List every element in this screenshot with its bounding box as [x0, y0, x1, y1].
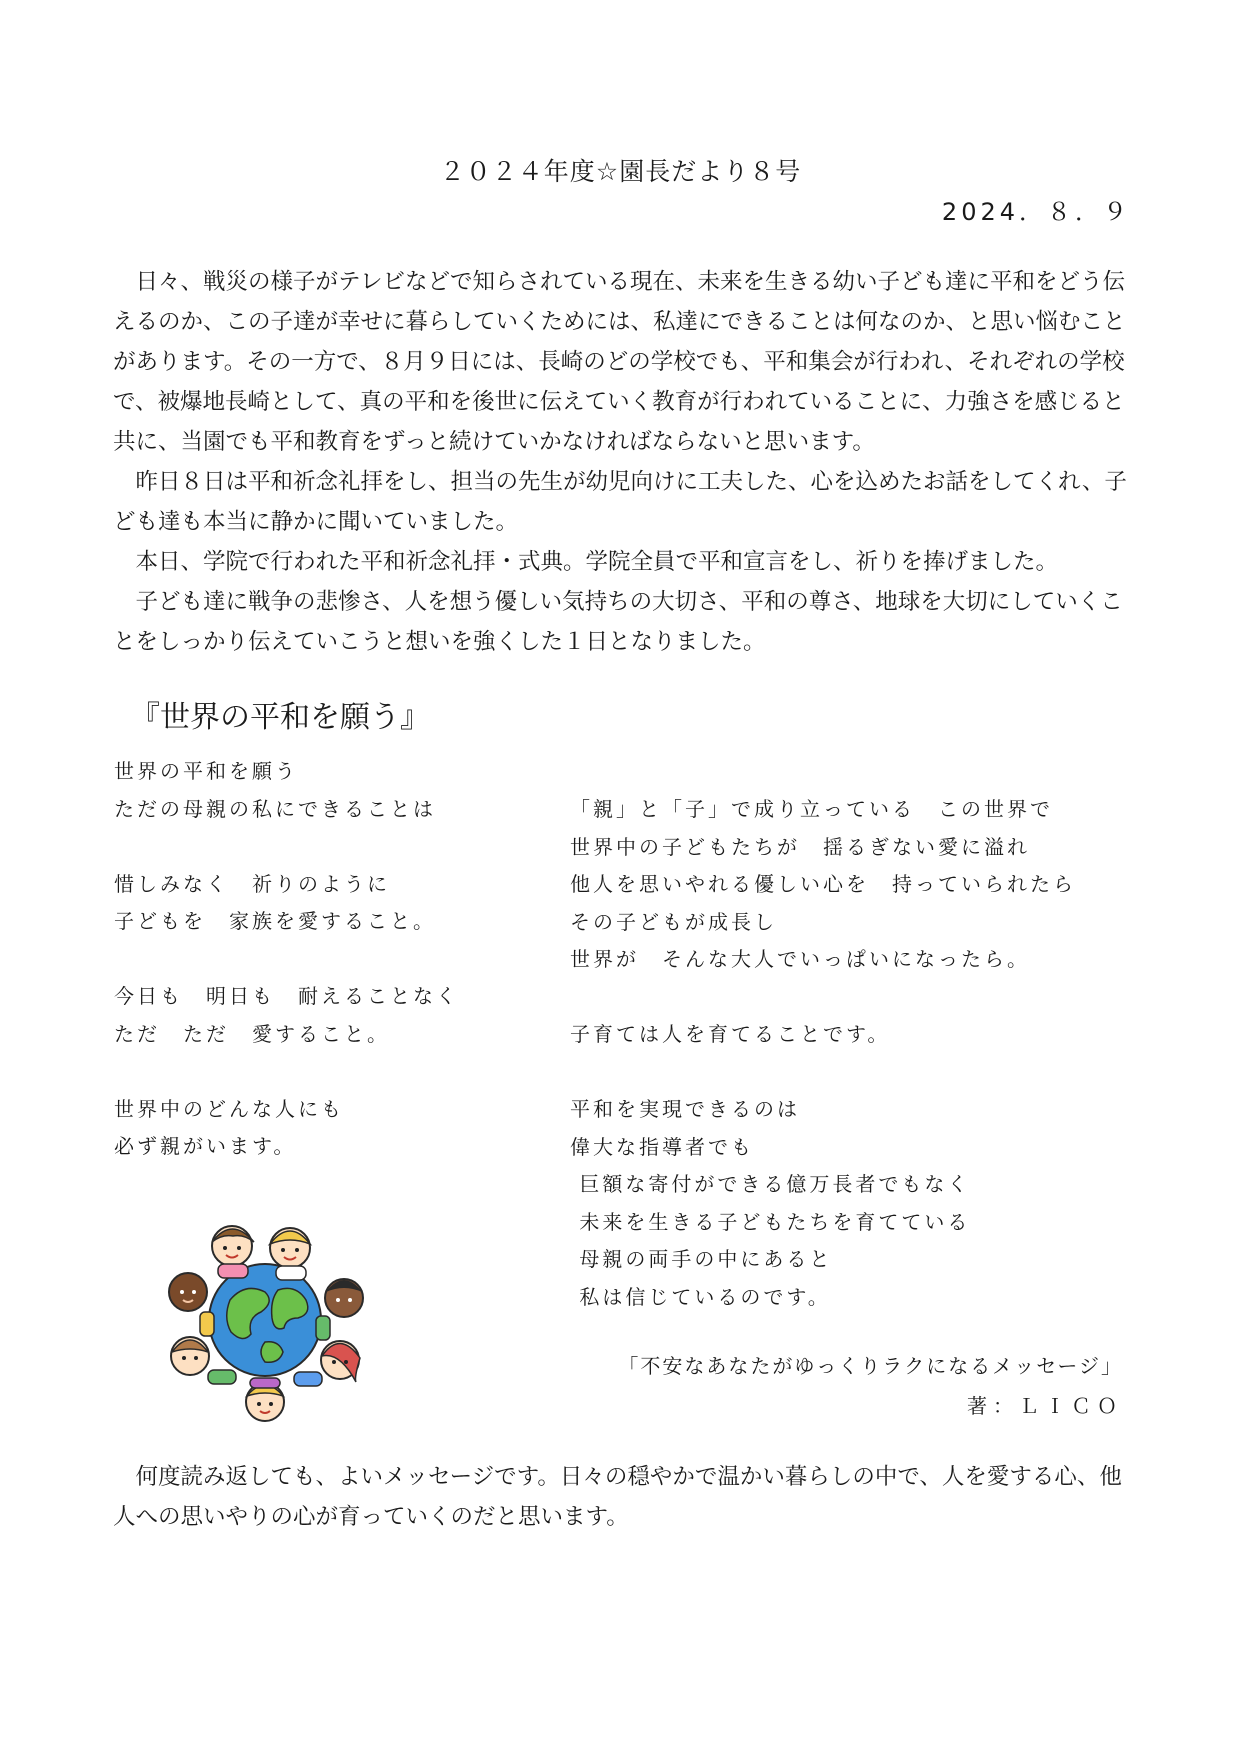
- intro-section: [113, 262, 1133, 662]
- poem-right-column: [570, 791, 1076, 1316]
- child-figure: [169, 1273, 207, 1311]
- poem-heading: 『世界の平和を願う』: [130, 700, 430, 735]
- poem-left-column: [114, 753, 459, 1166]
- issue-date: 2024．８．９: [941, 198, 1131, 226]
- poem-line: 他人を思いやれる優しい心を 持っていられたら: [570, 872, 1076, 896]
- poem-line: ただの母親の私にできることは: [114, 796, 436, 821]
- poem-line: [570, 979, 1076, 1017]
- poem-source: 「不安なあなたがゆっくりラクになるメッセージ」: [618, 1354, 1123, 1378]
- closing-section: [113, 1457, 1133, 1537]
- child-figure: [212, 1226, 254, 1266]
- intro-paragraph: 昨日８日は平和祈念礼拝をし、担当の先生が幼児向けに工夫した、心を込めたお話をしてくれ、子ども達も本当に静かに聞いていました。: [113, 469, 1127, 535]
- poem-line: [114, 941, 459, 979]
- poem-line: 私は信じているのです。: [570, 1284, 831, 1309]
- poem-line: 惜しみなく 祈りのように: [114, 871, 390, 896]
- poem-line: [570, 1054, 1076, 1092]
- poem-author: 著：ＬＩＣＯ: [967, 1394, 1123, 1418]
- poem-line: 今日も 明日も 耐えることなく: [114, 984, 459, 1008]
- poem-line: 偉大な指導者でも: [570, 1134, 754, 1159]
- poem-line: 巨額な寄付ができる億万長者でもなく: [570, 1172, 971, 1196]
- poem-line: 母親の両手の中にあると: [570, 1247, 833, 1271]
- poem-line: [114, 1053, 459, 1091]
- child-figure: [270, 1228, 310, 1268]
- poem-line: 世界中の子どもたちが 揺るぎない愛に溢れ: [570, 834, 1030, 859]
- child-figure: [321, 1341, 360, 1382]
- poem-line: その子どもが成長し: [570, 909, 777, 934]
- child-figure: [325, 1279, 363, 1317]
- child-figure: [171, 1337, 209, 1375]
- poem-line: 世界の平和を願う: [114, 759, 298, 783]
- poem-line: 「親」と「子」で成り立っている この世界で: [570, 797, 1053, 821]
- children-around-globe-illustration: [160, 1220, 370, 1425]
- closing-paragraph: 何度読み返しても、よいメッセージです。日々の穏やかで温かい暮らしの中で、人を愛する心、他人への思いやりの心が育っていくのだと思います。: [113, 1464, 1122, 1530]
- poem-line: 子どもを 家族を愛すること。: [114, 909, 436, 933]
- poem-line: 世界が そんな大人でいっぱいになったら。: [570, 947, 1030, 971]
- poem-line: 平和を実現できるのは: [570, 1097, 800, 1121]
- intro-paragraph: 日々、戦災の様子がテレビなどで知らされている現在、未来を生きる幼い子ども達に平和をどう伝えるのか、この子達が幸せに暮らしていくためには、私達にできることは何なのか、と思い悩むことがあります。その一方で、８月９日には、長崎のどの学校でも、平和集会が行われ、それぞれの学校で、被爆地長崎として、真の平和を後世に伝えていく教育が行われていることに、力強さを感じると共に、当園でも平和教育をずっと続けていかなければならないと思います。: [113, 269, 1126, 455]
- poem-line: ただ ただ 愛すること。: [114, 1021, 390, 1046]
- poem-line: 必ず親がいます。: [114, 1134, 297, 1158]
- poem-line: 未来を生きる子どもたちを育てている: [570, 1209, 971, 1234]
- newsletter-title: ２０２４年度☆園長だより８号: [439, 157, 802, 186]
- poem-line: 世界中のどんな人にも: [114, 1096, 344, 1121]
- poem-line: [114, 828, 459, 866]
- intro-paragraph: 本日、学院で行われた平和祈念礼拝・式典。学院全員で平和宣言をし、祈りを捧げました。: [135, 549, 1059, 575]
- poem-line: 子育ては人を育てることです。: [570, 1022, 891, 1046]
- intro-paragraph: 子ども達に戦争の悲惨さ、人を想う優しい気持ちの大切さ、平和の尊さ、地球を大切にしていくことをしっかり伝えていこうと想いを強くした１日となりました。: [113, 589, 1123, 655]
